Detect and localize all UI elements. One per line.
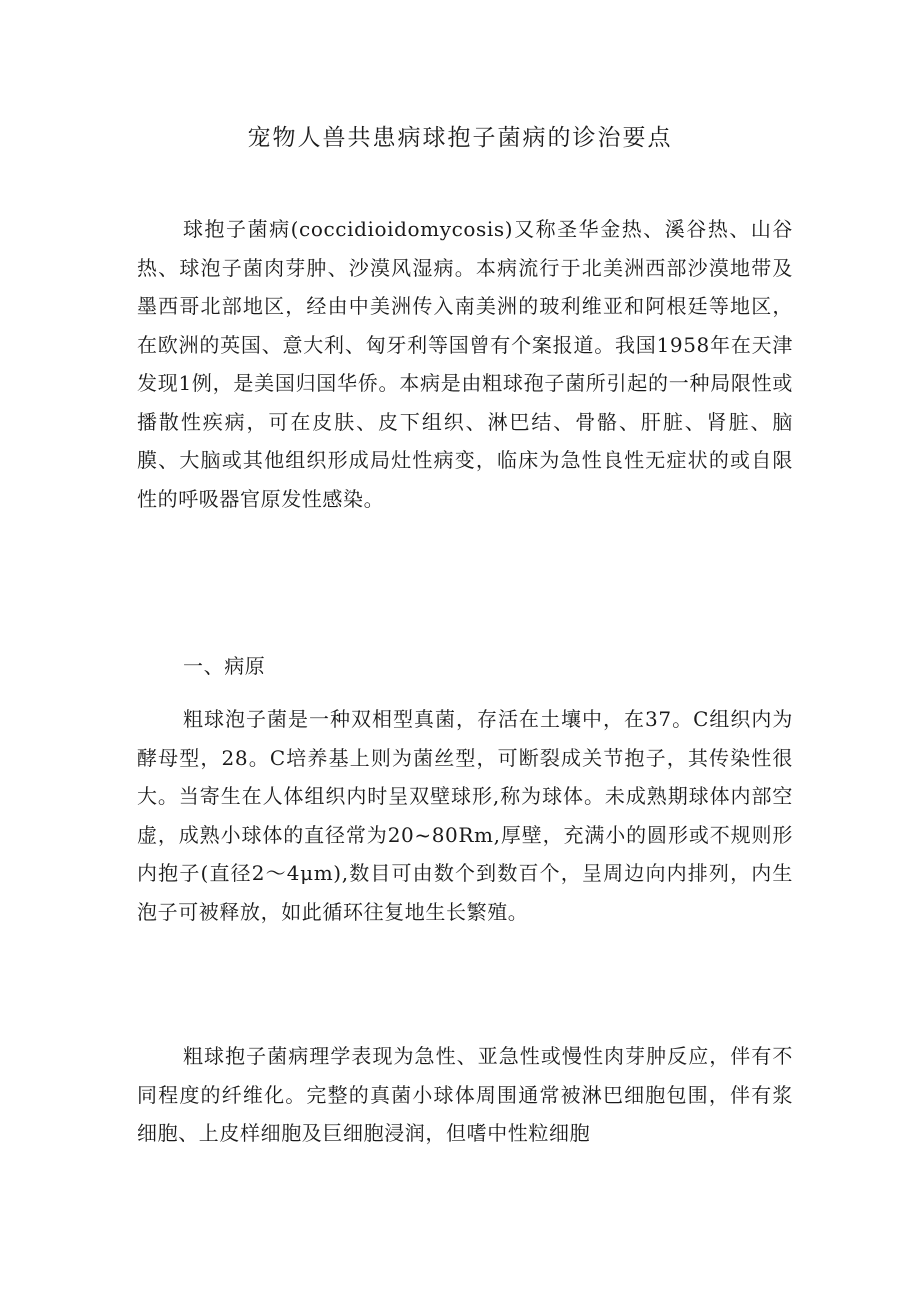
section-heading-pathogen: 一、病原 <box>183 654 266 678</box>
paragraph-pathology: 粗球抱子菌病理学表现为急性、亚急性或慢性肉芽肿反应，伴有不同程度的纤维化。完整的真菌小球体周围通常被淋巴细胞包围，伴有浆细胞、上皮样细胞及巨细胞浸润，但嗜中性粒细胞 <box>137 1044 793 1145</box>
paragraph-pathogen: 粗球泡子菌是一种双相型真菌，存活在土壤中，在37。C组织内为酵母型，28。C培养基上则为菌丝型，可断裂成关节抱子，其传染性很大。当寄生在人体组织内时呈双壁球形,称为球体。未成熟期球体内部空虚，成熟小球体的直径常为20~80Rm,厚壁，充满小的圆形或不规则形内抱子(直径2～4μm),数目可由数个到数百个，呈周边向内排列，内生泡子可被释放，如此循环往复地生长繁殖。 <box>137 707 793 924</box>
paragraph-introduction: 球抱子菌病(coccidioidomycosis)又称圣华金热、溪谷热、山谷热、球泡子菌肉芽肿、沙漠风湿病。本病流行于北美洲西部沙漠地带及墨西哥北部地区，经由中美洲传入南美洲的玻利维亚和阿根廷等地区，在欧洲的英国、意大利、匈牙利等国曾有个案报道。我国1958年在天津发现1例，是美国归国华侨。本病是由粗球孢子菌所引起的一种局限性或播散性疾病，可在皮肤、皮下组织、淋巴结、骨骼、肝脏、肾脏、脑膜、大脑或其他组织形成局灶性病变，临床为急性良性无症状的或自限性的呼吸器官原发性感染。 <box>137 217 793 511</box>
document-title: 宠物人兽共患病球抱子菌病的诊治要点 <box>247 125 673 151</box>
